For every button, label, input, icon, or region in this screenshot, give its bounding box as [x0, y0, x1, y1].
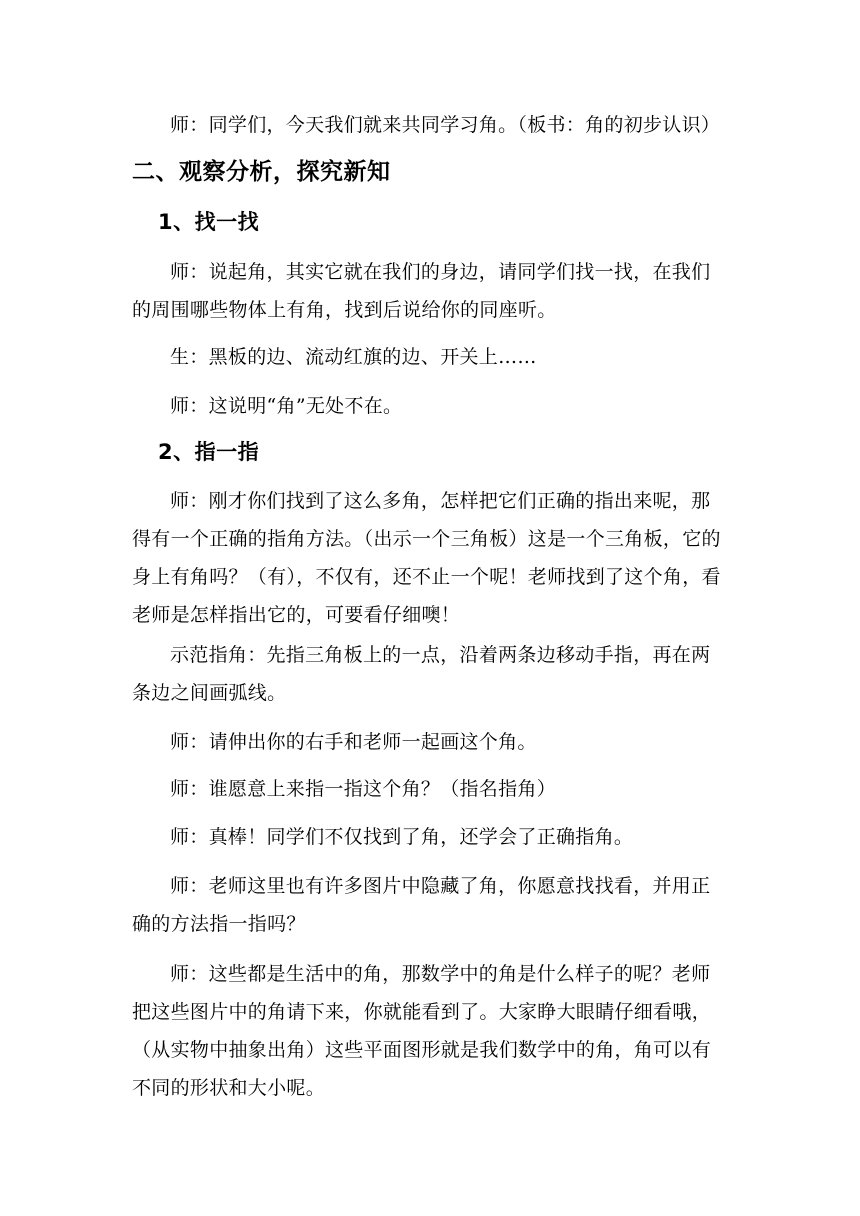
paragraph-text: 师：同学们，今天我们就来共同学习角。（板书：角的初步认识） — [170, 114, 721, 136]
subsection-heading-find — [132, 207, 728, 237]
subsection-heading-point — [132, 437, 728, 467]
paragraph-abstract — [132, 955, 728, 1107]
paragraph-find-teacher — [132, 253, 728, 329]
paragraph-text: 示范指角：先指三角板上的一点，沿着两条边移动手指，再在两条边之间画弧线。 — [132, 644, 711, 704]
paragraph-text: 生：黑板的边、流动红旗的边、开关上…… — [170, 346, 537, 368]
paragraph-praise — [132, 818, 728, 856]
paragraph-text: 师：说起角，其实它就在我们的身边，请同学们找一找，在我们的周围哪些物体上有角，找到后说给你的同座听。 — [132, 261, 711, 321]
section-heading — [132, 156, 728, 188]
paragraph-intro — [132, 106, 728, 144]
paragraph-text: 师：这说明“角”无处不在。 — [170, 395, 403, 417]
heading-text: 2、指一指 — [158, 440, 260, 464]
paragraph-find-conclusion — [132, 387, 728, 425]
paragraph-text: 师：老师这里也有许多图片中隐藏了角，你愿意找找看，并用正确的方法指一指吗？ — [132, 875, 711, 935]
paragraph-volunteer — [132, 770, 728, 808]
paragraph-text: 师：谁愿意上来指一指这个角？（指名指角） — [170, 778, 557, 800]
paragraph-demo — [132, 636, 728, 712]
paragraph-text: 师：刚才你们找到了这么多角，怎样把它们正确的指出来呢，那得有一个正确的指角方法。（出示一个三角板）这是一个三角板，它的身上有角吗？（有），不仅有，还不止一个呢！老师找到了这个角，看老师是怎样指出它的，可要看仔细噢！ — [132, 490, 721, 626]
paragraph-pictures — [132, 867, 728, 943]
paragraph-draw-together — [132, 723, 728, 761]
heading-text: 1、找一找 — [158, 210, 260, 234]
paragraph-point-intro — [132, 482, 728, 634]
heading-text: 二、观察分析，探究新知 — [132, 159, 391, 185]
paragraph-text: 师：请伸出你的右手和老师一起画这个角。 — [170, 731, 537, 753]
paragraph-text: 师：这些都是生活中的角，那数学中的角是什么样子的呢？老师把这些图片中的角请下来，你就能看到了。大家睁大眼睛仔细看哦，（从实物中抽象出角）这些平面图形就是我们数学中的角，角可以有不同的形状和大小呢。 — [132, 963, 712, 1099]
paragraph-text: 师：真棒！同学们不仅找到了角，还学会了正确指角。 — [170, 826, 634, 848]
paragraph-find-student — [132, 338, 728, 376]
